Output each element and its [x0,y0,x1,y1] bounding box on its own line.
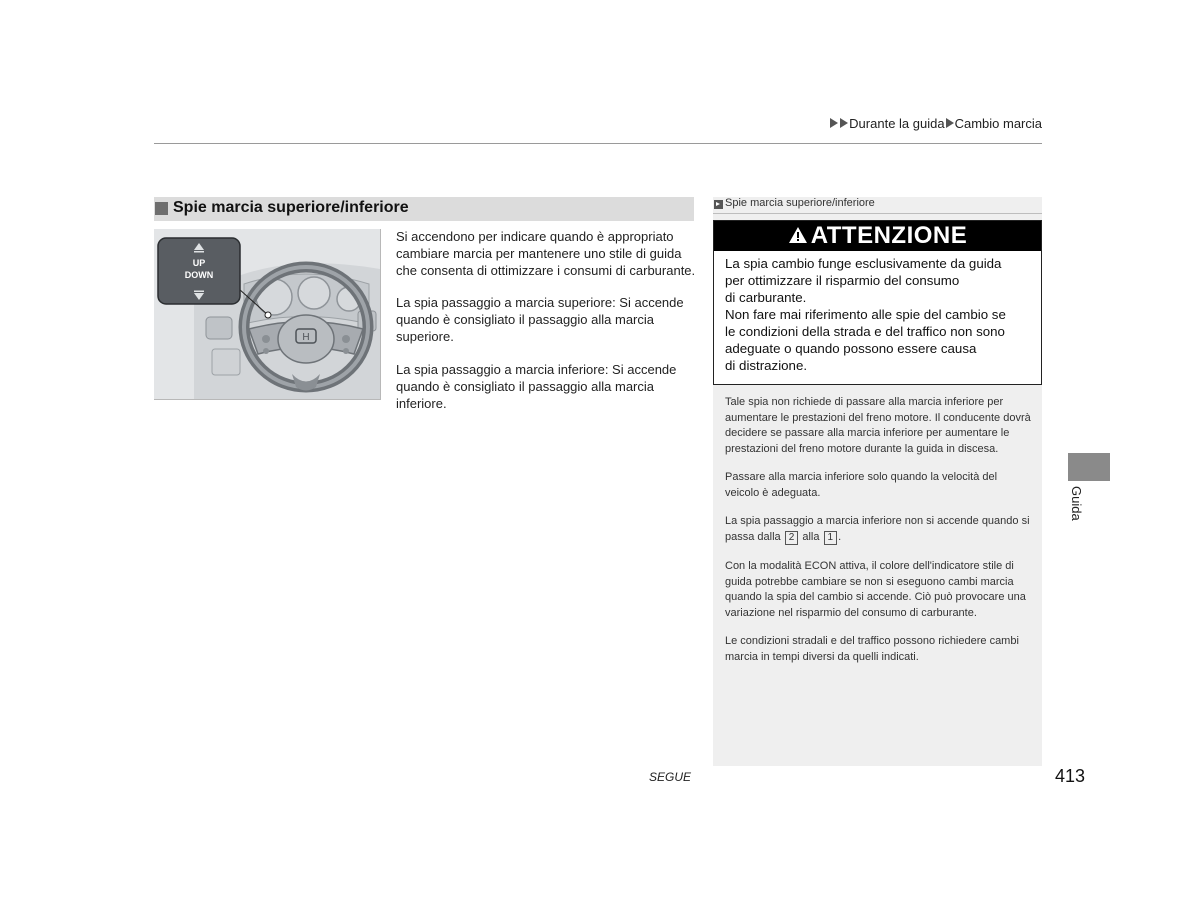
note-gear-prefix: La spia passaggio a marcia inferiore non si accende quando si passa dalla [725,515,1030,543]
warning-triangle-icon [788,222,808,240]
gear-1-key: 1 [824,531,838,545]
warning-title-bar [714,221,1041,251]
up-indicator-label: UP [192,258,206,268]
sidebar-note-speed: Passare alla marcia inferiore solo quando la velocità del veicolo è adeguata. [725,471,998,499]
warning-line: per ottimizzare il risparmio del consumo [725,273,960,288]
chapter-tab-marker [1068,453,1110,481]
warning-text [725,255,1037,374]
down-indicator-label: DOWN [184,270,214,280]
chapter-tab [1068,486,1088,526]
warning-box [713,220,1042,385]
sidebar-marker-icon [714,200,723,209]
body-paragraph-upshift: La spia passaggio a marcia superiore: Si accende quando è consigliato il passaggio alla marcia superiore. [396,295,684,344]
warning-line: di carburante. [725,290,807,305]
sidebar-divider [713,213,1042,214]
warning-title: ATTENZIONE [810,222,968,249]
warning-line: Non fare mai riferimento alle spie del cambio se [725,307,1006,322]
sidebar-note-gear [725,514,1031,545]
body-paragraph-intro: Si accendono per indicare quando è appropriato cambiare marcia per mantenere uno stile di guida che consenta di ottimizzare i consumi di carburante. [396,229,696,278]
sidebar-header-label: Spie marcia superiore/inferiore [725,197,875,209]
breadcrumb-item-gear-shift: Cambio marcia [954,116,1042,131]
section-title: Spie marcia superiore/inferiore [173,199,409,216]
breadcrumb-arrow-icon [946,118,954,128]
dashboard-drawing [154,229,380,399]
header-divider [154,143,1042,144]
breadcrumb [700,116,1042,131]
sidebar-note-econ: Con la modalità ECON attiva, il colore dell'indicatore stile di guida potrebbe cambiare se non si eseguono cambi marcia quando la spia del cambio si accende. Ciò può provocare una variazione nel risparmio del consumo di carburante. [725,560,1026,619]
breadcrumb-item-driving: Durante la guida [849,116,945,131]
note-gear-middle: alla [802,530,820,543]
continued-label: SEGUE [648,770,691,784]
breadcrumb-arrow-icon [830,118,838,128]
body-paragraph-downshift: La spia passaggio a marcia inferiore: Si accende quando è consigliato il passaggio alla marcia inferiore. [396,362,677,411]
warning-line: le condizioni della strada e del traffico non sono [725,324,1005,339]
svg-text:H: H [302,332,310,343]
section-heading [154,197,694,221]
warning-line: La spia cambio funge esclusivamente da guida [725,256,1002,271]
warning-line: adeguate o quando possono essere causa [725,341,977,356]
note-gear-suffix: . [838,530,842,543]
warning-line: di distrazione. [725,358,808,373]
chapter-tab-label: Guida [1069,486,1084,521]
section-square-icon [155,202,168,215]
steering-wheel-illustration [154,229,381,400]
breadcrumb-arrow-icon [840,118,848,128]
gear-2-key: 2 [785,531,799,545]
sidebar-note-traffic: Le condizioni stradali e del traffico possono richiedere cambi marcia in tempi diversi da quelli indicati. [725,635,1019,663]
page-number: 413 [1054,766,1086,786]
sidebar-header [713,197,1042,212]
sidebar-note-engine-brake: Tale spia non richiede di passare alla marcia inferiore per aumentare le prestazioni del freno motore. Il conducente dovrà decidere se passare alla marcia inferiore per aumentare le prestazioni del freno motore durante la guida in discesa. [725,396,1031,455]
